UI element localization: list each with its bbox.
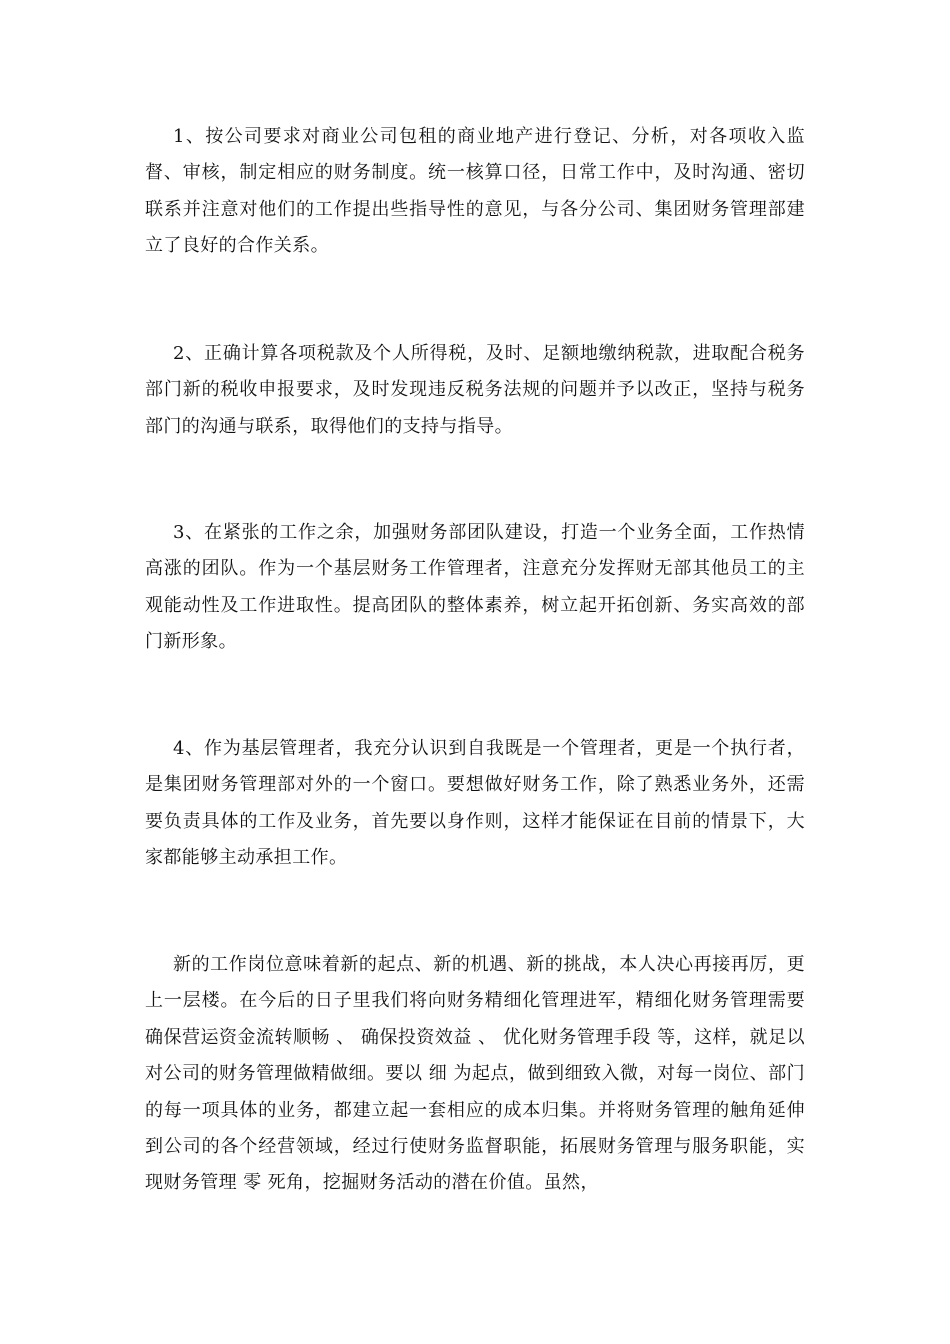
paragraph-4: 4、作为基层管理者，我充分认识到自我既是一个管理者，更是一个执行者，是集团财务管理部对外的一个窗口。要想做好财务工作，除了熟悉业务外，还需要负责具体的工作及业务，首先要以身作则，这样才能保证在目前的情景下，大家都能够主动承担工作。 <box>145 738 805 869</box>
paragraph-3: 3、在紧张的工作之余，加强财务部团队建设，打造一个业务全面，工作热情高涨的团队。作为一个基层财务工作管理者，注意充分发挥财无部其他员工的主观能动性及工作进取性。提高团队的整体素养，树立起开拓创新、务实高效的部门新形象。 <box>145 522 805 653</box>
paragraph-5: 新的工作岗位意味着新的起点、新的机遇、新的挑战，本人决心再接再厉，更上一层楼。在今后的日子里我们将向财务精细化管理进军，精细化财务管理需要 确保营运资金流转顺畅 、 确保投资效益 、 优化财务管理手段 等，这样，就足以对公司的财务管理做精做细。要以 细 为起点，做到细致入微，对每一岗位、部门的每一项具体的业务，都建立起一套相应的成本归集。并将财务管理的触角延伸到公司的各个经营领域，经过行使财务监督职能，拓展财务管理与服务职能，实现财务管理 零 死角，挖掘财务活动的潜在价值。虽然， <box>145 954 805 1194</box>
paragraph-1: 1、按公司要求对商业公司包租的商业地产进行登记、分析，对各项收入监督、审核，制定相应的财务制度。统一核算口径，日常工作中，及时沟通、密切联系并注意对他们的工作提出些指导性的意见，与各分公司、集团财务管理部建立了良好的合作关系。 <box>145 126 805 257</box>
paragraph-2: 2、正确计算各项税款及个人所得税，及时、足额地缴纳税款，进取配合税务部门新的税收申报要求，及时发现违反税务法规的问题并予以改正，坚持与税务部门的沟通与联系，取得他们的支持与指导。 <box>145 343 805 437</box>
